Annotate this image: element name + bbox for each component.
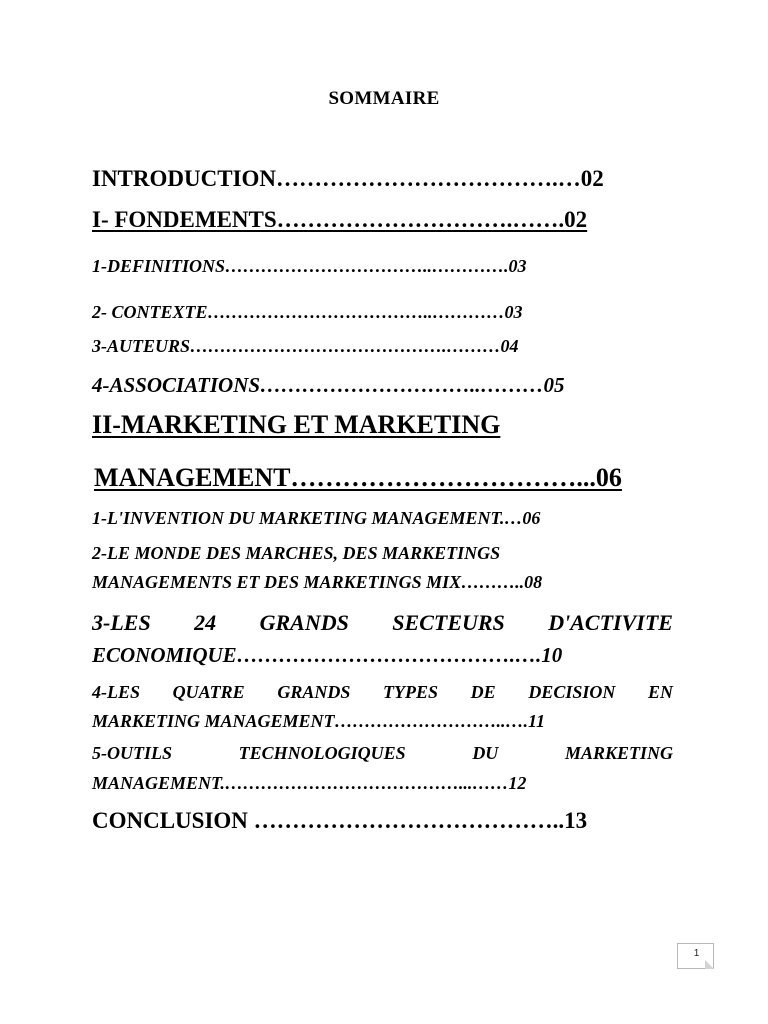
toc-word: 5-OUTILS bbox=[92, 743, 172, 763]
toc-word: D'ACTIVITE bbox=[548, 610, 673, 635]
toc-word: 3-LES bbox=[92, 610, 151, 635]
toc-entry-outils-line-1 bbox=[92, 743, 673, 764]
toc-word: DE bbox=[470, 682, 496, 702]
toc-entry-conclusion: CONCLUSION …………………………………..13 bbox=[92, 808, 588, 833]
toc-word: MARKETING bbox=[564, 743, 673, 763]
toc-entry-fondements: I- FONDEMENTS………………………….…….02 bbox=[92, 207, 588, 232]
toc-entry-marketing-line-1: II-MARKETING ET MARKETING bbox=[92, 410, 501, 439]
toc-entry-decision-line-2: MARKETING MANAGEMENT………………………..….11 bbox=[92, 711, 546, 731]
toc-entry-definitions: 1-DEFINITIONS……………………………..………….03 bbox=[92, 256, 527, 276]
toc-entry-contexte: 2- CONTEXTE………………………………..…………03 bbox=[92, 302, 523, 322]
page-number: 1 bbox=[693, 948, 700, 959]
toc-word: SECTEURS bbox=[392, 610, 505, 635]
toc-entry-secteurs-line-2: ECONOMIQUE………………………………….….10 bbox=[92, 643, 563, 667]
toc-word: DECISION bbox=[528, 682, 616, 702]
toc-word: TYPES bbox=[383, 682, 439, 702]
toc-entry-invention: 1-L'INVENTION DU MARKETING MANAGEMENT.…06 bbox=[92, 508, 541, 528]
page-curl-icon bbox=[705, 960, 714, 969]
toc-entry-outils-line-2: MANAGEMENT.…………………………………...……12 bbox=[92, 773, 527, 793]
toc-entry-auteurs: 3-AUTEURS…………………………………….………04 bbox=[92, 336, 519, 356]
toc-word: GRANDS bbox=[259, 610, 349, 635]
toc-entry-marketing-line-2: MANAGEMENT……………………………...06 bbox=[94, 463, 622, 492]
toc-entry-monde-line-1: 2-LE MONDE DES MARCHES, DES MARKETINGS bbox=[92, 543, 501, 563]
toc-entry-secteurs-line-1 bbox=[92, 610, 673, 636]
toc-word: QUATRE bbox=[172, 682, 245, 702]
toc-word: DU bbox=[472, 743, 499, 763]
toc-word: 24 bbox=[194, 610, 217, 635]
toc-entry-associations: 4-ASSOCIATIONS…………………………..………05 bbox=[92, 373, 565, 397]
toc-word: TECHNOLOGIQUES bbox=[238, 743, 406, 763]
toc-word: GRANDS bbox=[277, 682, 351, 702]
page-title: SOMMAIRE bbox=[328, 88, 440, 109]
toc-word: EN bbox=[647, 682, 673, 702]
toc-entry-monde-line-2: MANAGEMENTS ET DES MARKETINGS MIX………..08 bbox=[92, 572, 543, 592]
toc-word: 4-LES bbox=[92, 682, 141, 702]
toc-entry-decision-line-1 bbox=[92, 682, 673, 703]
toc-entry-introduction: INTRODUCTION……………………………….…02 bbox=[92, 166, 604, 191]
page-number-box bbox=[677, 943, 714, 969]
